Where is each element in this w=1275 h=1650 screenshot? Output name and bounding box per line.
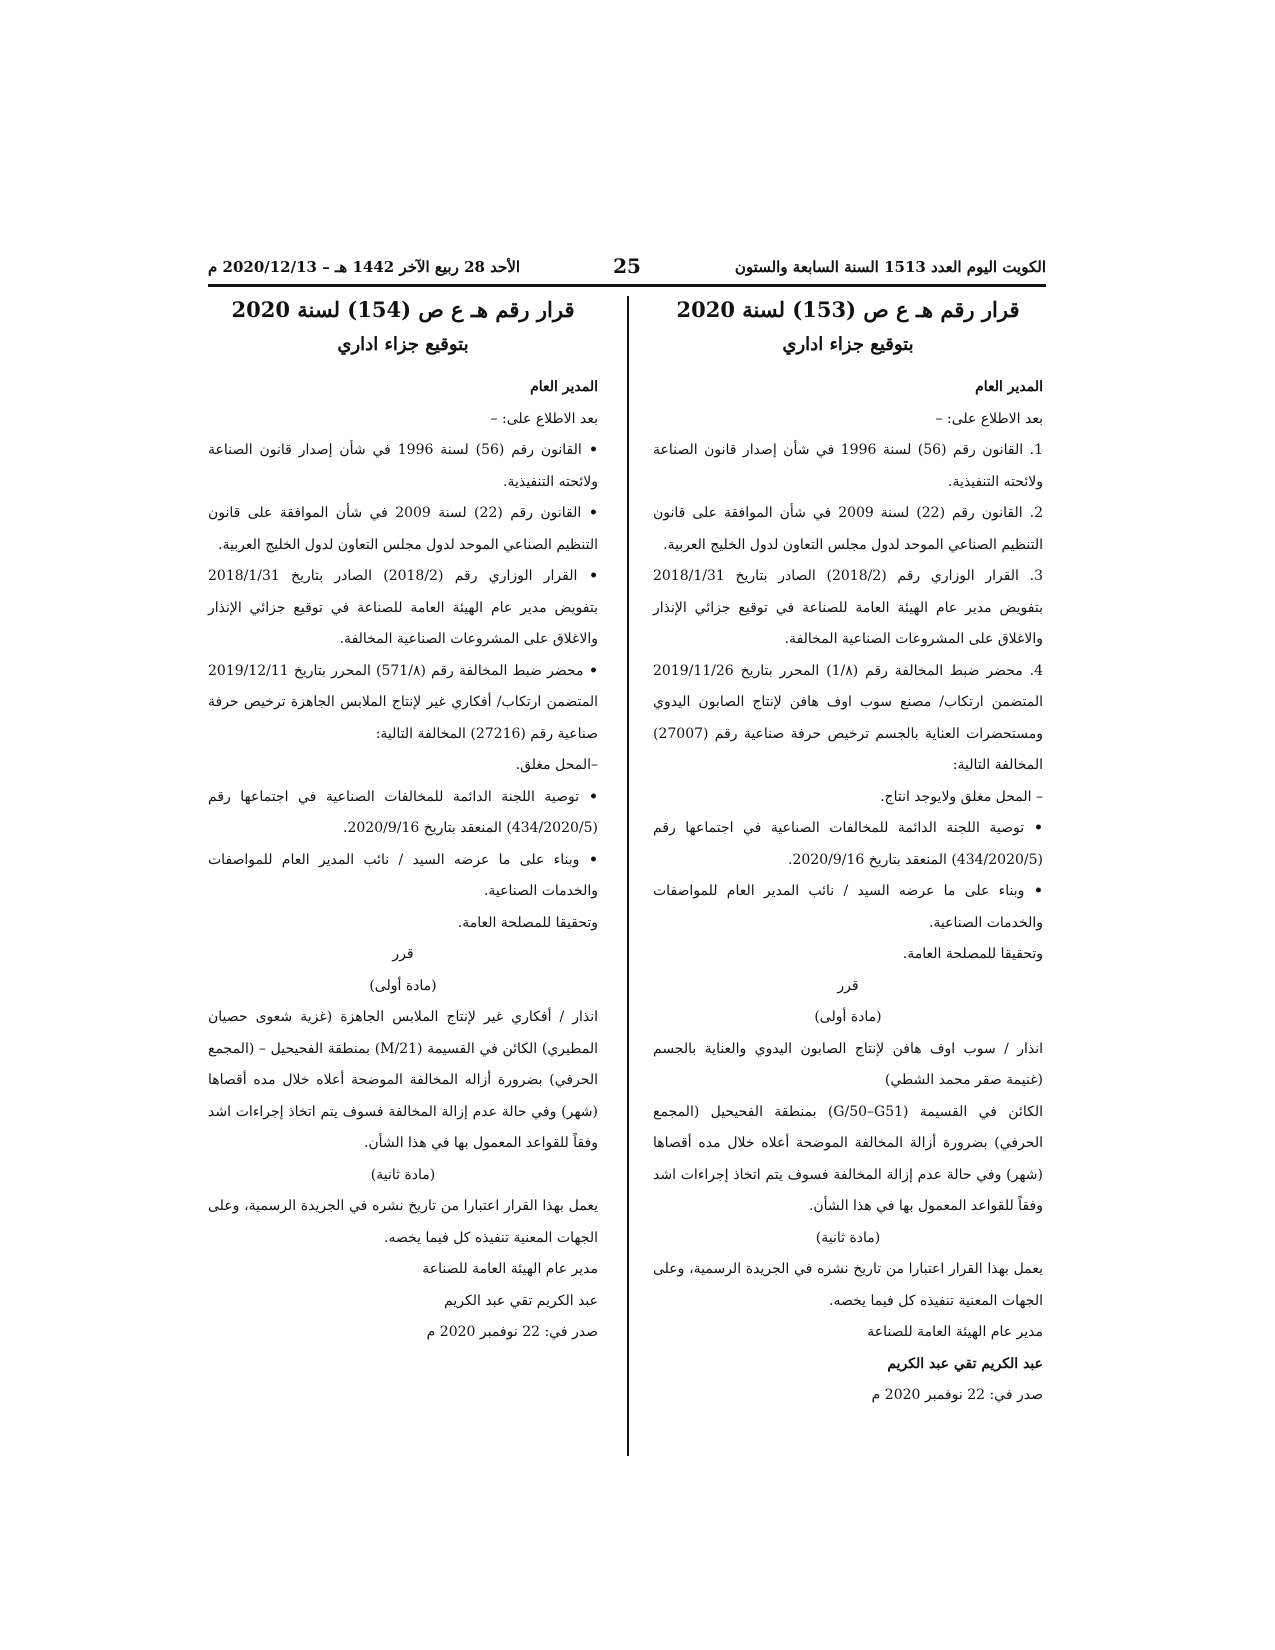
- signatory-title: مدير عام الهيئة العامة للصناعة: [422, 1261, 598, 1277]
- article-2-heading: (مادة ثانية): [370, 1166, 436, 1183]
- issued-date: صدر في: 22 نوفمبر 2020 م: [871, 1387, 1043, 1403]
- column-divider: [627, 296, 629, 1456]
- decision-title: قرار رقم هـ ع ص (153) لسنة 2020: [676, 297, 1020, 322]
- decision-154: [208, 294, 598, 1349]
- list-item: 3. القرار الوزاري رقم (2018/2) الصادر بتاريخ 2018/1/31 بتفويض مدير عام الهيئة العامة للصناعة في توقيع جزائي الإنذار والاغلاق على المشروعات الصناعية المخالفة.: [653, 568, 1043, 647]
- warning-text: انذار / سوب اوف هافن لإنتاج الصابون اليدوي والعناية بالجسم (غنيمة صقر محمد الشطي): [653, 1040, 1043, 1088]
- violation: – المحل مغلق ولايوجد انتاج.: [880, 788, 1043, 805]
- enforcement-text: يعمل بهذا القرار اعتبارا من تاريخ نشره في الجريدة الرسمية، وعلى الجهات المعنية تنفيذه كل فيما يخصه.: [653, 1261, 1043, 1309]
- signatory-name: عبد الكريم تقي عبد الكريم: [887, 1355, 1043, 1372]
- page-number: 25: [613, 254, 641, 278]
- decision-subtitle: بتوقيع جزاء اداري: [337, 334, 469, 355]
- public-interest: وتحقيقا للمصلحة العامة.: [457, 914, 598, 931]
- decided-heading: قرر: [837, 977, 859, 994]
- article-1-heading: (مادة أولى): [369, 977, 437, 994]
- signatory-title: مدير عام الهيئة العامة للصناعة: [867, 1324, 1043, 1340]
- article-2-heading: (مادة ثانية): [815, 1229, 881, 1246]
- public-interest: وتحقيقا للمصلحة العامة.: [902, 946, 1043, 962]
- list-item: 2. القانون رقم (22) لسنة 2009 في شأن الموافقة على قانون التنظيم الصناعي الموحد لدول مجلس التعاون لدول الخليج العربية.: [653, 505, 1043, 553]
- recommendation: • توصية اللجنة الدائمة للمخالفات الصناعية في اجتماعها رقم (434/2020/5) المنعقد بتاريخ 2020/9/16.: [208, 782, 598, 845]
- recommendation: • توصية اللجنة الدائمة للمخالفات الصناعية في اجتماعها رقم (434/2020/5) المنعقد بتاريخ 2020/9/16.: [653, 813, 1043, 876]
- article-1-heading: (مادة أولى): [814, 1009, 882, 1025]
- warning-text: انذار / أفكاري غير لإنتاج الملابس الجاهزة (غزية شعوى حصيان المطيري) الكائن في القسيمة (M/21) بمنطقة الفحيحيل – (المجمع الحرفي) بضرورة أزاله المخالفة الموضحة أعلاه خلال مده أقصاها (شهر) وفي حالة عدم إزالة المخالفة فسوف يتم اتخاذ إجراءات اشد وفقاً للقواعد المعمول بها في هذا الشأن.: [208, 1009, 598, 1151]
- decision-153: [653, 294, 1043, 1412]
- decided-heading: قرر: [392, 946, 414, 962]
- director-label: المدير العام: [975, 379, 1043, 395]
- decision-subtitle: بتوقيع جزاء اداري: [782, 334, 914, 355]
- list-item: • القانون رقم (56) لسنة 1996 في شأن إصدار قانون الصناعة ولائحته التنفيذية.: [208, 435, 598, 498]
- warning-text-continued: الكائن في القسيمة (G/50–G51) بمنطقة الفحيحيل (المجمع الحرفي) بضرورة أزالة المخالفة الموضحة أعلاه خلال مده أقصاها (شهر) وفي حالة عدم إزالة المخالفة فسوف يتم اتخاذ إجراءات اشد وفقاً للقواعد المعمول بها في هذا الشأن.: [653, 1103, 1043, 1214]
- presentation: • وبناء على ما عرضه السيد / نائب المدير العام للمواصفات والخدمات الصناعية.: [208, 845, 598, 908]
- list-item: • القرار الوزاري رقم (2018/2) الصادر بتاريخ 2018/1/31 بتفويض مدير عام الهيئة العامة للصناعة في توقيع جزائي الإنذار والاغلاق على المشروعات الصناعية المخالفة.: [208, 561, 598, 656]
- issued-date: صدر في: 22 نوفمبر 2020 م: [426, 1324, 598, 1340]
- director-label: المدير العام: [530, 379, 598, 395]
- list-item: 4. محضر ضبط المخالفة رقم (1/٨) المحرر بتاريخ 2019/11/26 المتضمن ارتكاب/ مصنع سوب اوف هافن لإنتاج الصابون اليدوي ومستحضرات العناية بالجسم ترخيص حرفة صناعية رقم (27007) المخالفة التالية:: [653, 662, 1043, 773]
- issue-date: الأحد 28 ربيع الآخر 1442 هـ – 2020/12/13 م: [208, 258, 521, 276]
- presentation: • وبناء على ما عرضه السيد / نائب المدير العام للمواصفات والخدمات الصناعية.: [653, 876, 1043, 939]
- enforcement-text: يعمل بهذا القرار اعتبارا من تاريخ نشره في الجريدة الرسمية، وعلى الجهات المعنية تنفيذه كل فيما يخصه.: [208, 1198, 598, 1246]
- list-item: • القانون رقم (22) لسنة 2009 في شأن الموافقة على قانون التنظيم الصناعي الموحد لدول مجلس التعاون لدول الخليج العربية.: [208, 498, 598, 561]
- violation: –المحل مغلق.: [515, 757, 598, 773]
- after-review: بعد الاطلاع على: –: [490, 410, 598, 427]
- decision-title: قرار رقم هـ ع ص (154) لسنة 2020: [231, 297, 575, 322]
- after-review: بعد الاطلاع على: –: [935, 410, 1043, 427]
- issue-info: الكويت اليوم العدد 1513 السنة السابعة والستون: [734, 258, 1046, 276]
- page-header: [208, 246, 1046, 287]
- list-item: • محضر ضبط المخالفة رقم (571/٨) المحرر بتاريخ 2019/12/11 المتضمن ارتكاب/ أفكاري غير لإنتاج الملابس الجاهزة ترخيص حرفة صناعية رقم (27216) المخالفة التالية:: [208, 656, 598, 751]
- list-item: 1. القانون رقم (56) لسنة 1996 في شأن إصدار قانون الصناعة ولائحته التنفيذية.: [653, 442, 1043, 490]
- signatory-name: عبد الكريم تقي عبد الكريم: [444, 1292, 598, 1309]
